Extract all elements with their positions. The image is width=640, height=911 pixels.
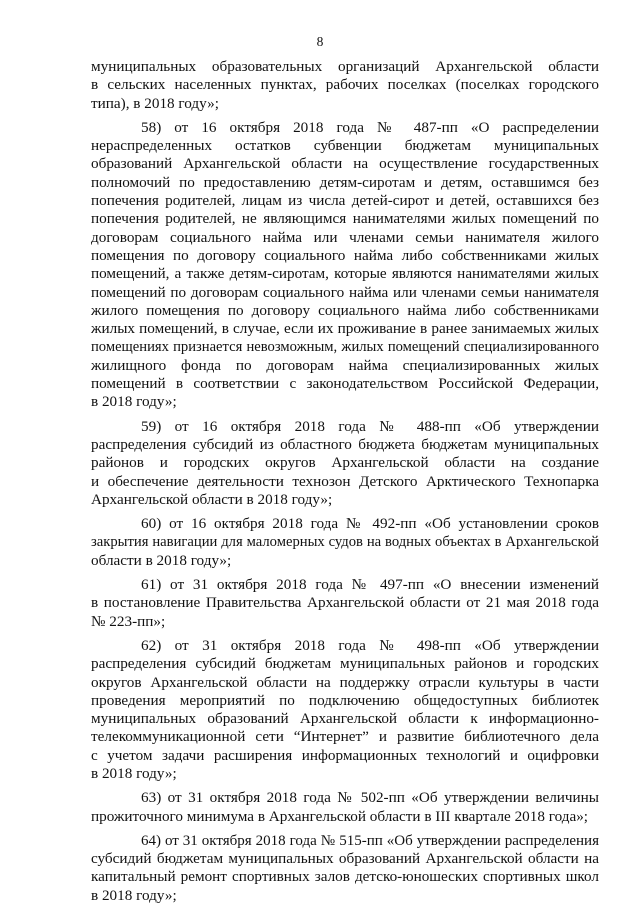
paragraph-item-63 (91, 789, 599, 826)
paragraph-item-60 (91, 515, 599, 570)
text-line: 60) от 16 октября 2018 года № 492-пп «Об установлении сроков (141, 515, 599, 533)
text-line: Архангельской области в 2018 году»; (91, 490, 333, 508)
text-line: капитальный ремонт спортивных залов детско-юношеских спортивных школ (91, 868, 599, 886)
text-line: помещений, а также детям-сиротам, которые являются нанимателями жилых (91, 265, 599, 283)
text-line: 61) от 31 октября 2018 года № 497-пп «О внесении изменений (141, 576, 599, 594)
text-line: 59) от 16 октября 2018 года № 488-пп «Об утверждении (141, 417, 599, 435)
text-line: 58) от 16 октября 2018 года № 487-пп «О распределении (141, 118, 599, 136)
text-line: в 2018 году»; (91, 886, 177, 904)
text-line: жилищного фонда по договорам найма специализированных жилых (91, 356, 599, 374)
paragraph-item-64 (91, 832, 599, 905)
text-line: округов Архангельской области на поддержку отрасли культуры в части (91, 673, 599, 691)
text-line: распределения субсидий бюджетам муниципальных районов и городских (91, 655, 599, 673)
text-line: с учетом задачи расширения информационных технологий и оцифровки (91, 746, 599, 764)
text-line: 62) от 31 октября 2018 года № 498-пп «Об утверждении (141, 636, 599, 654)
text-line: жилых помещений, в случае, если их проживание в ранее занимаемых жилых (91, 320, 599, 338)
text-line: помещений по договорам социального найма или членами семьи нанимателя (91, 283, 599, 301)
page-number: 8 (316, 34, 324, 49)
text-line: телекоммуникационной сети “Интернет” и развитие библиотечного дела (91, 728, 599, 746)
paragraph-item-62 (91, 637, 599, 783)
text-line: помещениях признается невозможным, жилых помещений специализированного (91, 339, 599, 356)
text-line: в сельских населенных пунктах, рабочих поселках (поселках городского (91, 76, 599, 94)
text-line: помещений в соответствии с законодательством Российской Федерации, (91, 375, 599, 393)
text-line: распределения субсидий из областного бюджета бюджетам муниципальных (91, 435, 599, 453)
text-line: договорам социального найма или членами семьи нанимателя жилого (91, 228, 599, 246)
text-line: области в 2018 году»; (91, 551, 232, 569)
document-body (91, 58, 599, 911)
text-line: районов и городских округов Архангельской области на создание (91, 454, 599, 472)
text-line: 64) от 31 октября 2018 года № 515-пп «Об утверждении распределения (141, 832, 599, 849)
text-line: закрытия навигации для маломерных судов на водных объектах в Архангельской (91, 534, 599, 551)
text-line: попечения родителей, лицам из числа детей-сирот и детей, оставшихся без (91, 192, 599, 210)
text-line: нераспределенных остатков субвенции бюджетам муниципальных (91, 137, 599, 155)
text-line: и обеспечение деятельности технозон Детского Арктического Технопарка (91, 472, 599, 490)
text-line: в постановление Правительства Архангельской области от 21 мая 2018 года (91, 594, 599, 612)
text-line: в 2018 году»; (91, 764, 177, 782)
paragraph-item-61 (91, 576, 599, 631)
text-line: проведения мероприятий по подключению общедоступных библиотек (91, 691, 599, 709)
text-line: прожиточного минимума в Архангельской области в III квартале 2018 года»; (91, 807, 589, 825)
text-line: в 2018 году»; (91, 393, 177, 411)
paragraph-item-58 (91, 119, 599, 412)
text-line: типа), в 2018 году»; (91, 94, 219, 112)
text-line: муниципальных образований Архангельской области к информационно- (91, 710, 599, 728)
text-line: 63) от 31 октября 2018 года № 502-пп «Об утверждении величины (141, 789, 599, 807)
text-line: жилого помещения по договору социального найма либо собственниками (91, 301, 599, 319)
paragraph-item-59 (91, 418, 599, 509)
text-line: полномочий по предоставлению детям-сиротам и детям, оставшимся без (91, 173, 599, 191)
text-line: № 223-пп»; (91, 612, 166, 630)
text-line: субсидий бюджетам муниципальных образований Архангельской области на (91, 850, 599, 868)
text-line: помещения по договору социального найма либо собственниками жилых (91, 246, 599, 264)
text-line: попечения родителей, не являющимся нанимателями жилых помещений по (91, 210, 599, 228)
paragraph-continuation (91, 58, 599, 113)
text-line: образований Архангельской области на осуществление государственных (91, 155, 599, 173)
text-line: муниципальных образовательных организаций Архангельской области (91, 58, 599, 75)
